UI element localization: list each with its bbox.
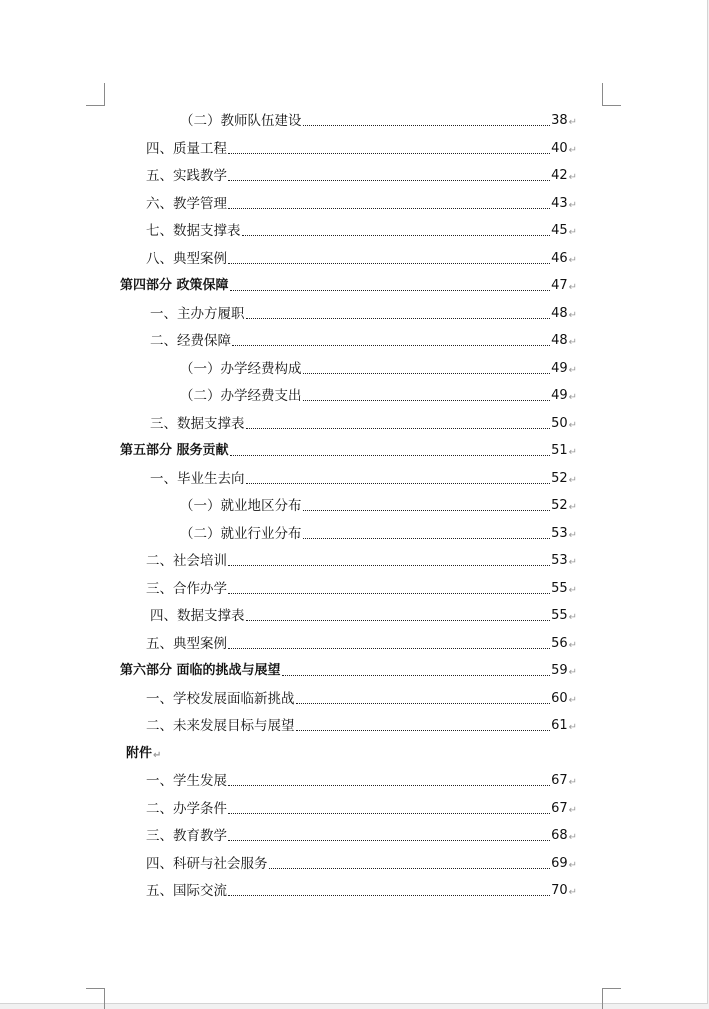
toc-page-number: 55: [551, 608, 568, 623]
toc-page-number: 59: [551, 663, 568, 678]
toc-page-number: 47: [551, 278, 568, 293]
paragraph-mark: ↵: [568, 695, 577, 706]
toc-entry-label: （二）教师队伍建设: [180, 113, 302, 129]
toc-entry[interactable]: [150, 413, 577, 433]
paragraph-mark: ↵: [568, 447, 577, 458]
appendix-title: 附件: [126, 746, 153, 761]
toc-entry-label: 六、教学管理: [146, 196, 227, 212]
toc-page-number: 48: [551, 306, 568, 321]
toc-appendix-entry[interactable]: [146, 880, 577, 900]
paragraph-mark: ↵: [568, 310, 577, 321]
toc-entry-label: 一、毕业生去向: [150, 471, 245, 487]
paragraph-mark: ↵: [568, 667, 577, 678]
toc-entry-label: （二）办学经费支出: [180, 388, 302, 404]
toc-page-number: 45: [551, 223, 568, 238]
paragraph-mark: ↵: [568, 860, 577, 871]
toc-entry[interactable]: [150, 330, 577, 350]
paragraph-mark: ↵: [568, 640, 577, 651]
toc-entry-label: 三、教育教学: [146, 828, 227, 844]
toc-section-heading[interactable]: [120, 275, 577, 295]
toc-page-number: 38: [551, 113, 568, 128]
toc-dot-leader: [303, 373, 551, 374]
toc-dot-leader: [246, 483, 551, 484]
toc-entry-label: 四、科研与社会服务: [146, 856, 268, 872]
crop-mark-top-right: [602, 83, 621, 106]
toc-dot-leader: [230, 290, 551, 291]
paragraph-mark: ↵: [568, 282, 577, 293]
toc-dot-leader: [296, 730, 551, 731]
toc-entry[interactable]: [180, 110, 577, 130]
paragraph-mark: ↵: [568, 420, 577, 431]
toc-dot-leader: [303, 125, 551, 126]
toc-page-number: 70: [551, 883, 568, 898]
toc-dot-leader: [228, 813, 550, 814]
toc-dot-leader: [228, 785, 550, 786]
toc-entry-label: 五、实践教学: [146, 168, 227, 184]
toc-page-number: 42: [551, 168, 568, 183]
paragraph-mark: ↵: [568, 227, 577, 238]
paragraph-mark: ↵: [568, 365, 577, 376]
toc-entry-label: （二）就业行业分布: [180, 526, 302, 542]
paragraph-mark: ↵: [568, 172, 577, 183]
paragraph-mark: ↵: [568, 612, 577, 623]
paragraph-mark: ↵: [568, 557, 577, 568]
toc-entry[interactable]: [180, 523, 577, 543]
toc-entry[interactable]: [146, 165, 577, 185]
toc-entry-label: 四、质量工程: [146, 141, 227, 157]
toc-entry[interactable]: [146, 193, 577, 213]
toc-dot-leader: [269, 868, 551, 869]
toc-page-number: 61: [551, 718, 568, 733]
toc-entry-label: 三、合作办学: [146, 581, 227, 597]
paragraph-mark: ↵: [568, 887, 577, 898]
paragraph-mark: ↵: [568, 502, 577, 513]
toc-page-number: 53: [551, 526, 568, 541]
appendix-heading: [126, 743, 161, 763]
toc-entry[interactable]: [146, 220, 577, 240]
toc-page-number: 68: [551, 828, 568, 843]
paragraph-mark: ↵: [568, 805, 577, 816]
toc-entry-label: 一、主办方履职: [150, 306, 245, 322]
paragraph-mark: ↵: [568, 255, 577, 266]
toc-section-heading[interactable]: [120, 660, 577, 680]
toc-entry[interactable]: [146, 138, 577, 158]
toc-appendix-entry[interactable]: [146, 853, 577, 873]
toc-entry-label: 二、未来发展目标与展望: [146, 718, 295, 734]
crop-mark-bottom-right: [602, 988, 621, 1009]
toc-page-number: 55: [551, 581, 568, 596]
toc-page-number: 49: [551, 388, 568, 403]
toc-entry[interactable]: [146, 248, 577, 268]
toc-appendix-entry[interactable]: [146, 770, 577, 790]
toc-dot-leader: [282, 675, 551, 676]
toc-entry[interactable]: [180, 495, 577, 515]
paragraph-mark: ↵: [568, 530, 577, 541]
toc-entry-label: 第五部分 服务贡献: [120, 443, 229, 458]
paragraph-mark: ↵: [153, 750, 162, 761]
toc-entry[interactable]: [180, 358, 577, 378]
toc-dot-leader: [228, 840, 550, 841]
toc-entry-label: （一）就业地区分布: [180, 498, 302, 514]
toc-entry-label: 一、学校发展面临新挑战: [146, 691, 295, 707]
toc-page-number: 67: [551, 801, 568, 816]
toc-page-number: 40: [551, 141, 568, 156]
toc-entry[interactable]: [146, 578, 577, 598]
toc-page-number: 48: [551, 333, 568, 348]
toc-page-number: 52: [551, 498, 568, 513]
crop-mark-bottom-left: [86, 988, 105, 1009]
toc-entry[interactable]: [150, 468, 577, 488]
toc-appendix-entry[interactable]: [146, 825, 577, 845]
toc-entry[interactable]: [146, 688, 577, 708]
toc-entry-label: 五、国际交流: [146, 883, 227, 899]
toc-dot-leader: [228, 208, 550, 209]
toc-page-number: 46: [551, 251, 568, 266]
toc-page-number: 69: [551, 856, 568, 871]
paragraph-mark: ↵: [568, 117, 577, 128]
paragraph-mark: ↵: [568, 585, 577, 596]
toc-page-number: 56: [551, 636, 568, 651]
toc-entry-label: 七、数据支撑表: [146, 223, 241, 239]
toc-entry-label: 八、典型案例: [146, 251, 227, 267]
toc-entry[interactable]: [146, 550, 577, 570]
toc-entry-label: 二、社会培训: [146, 553, 227, 569]
toc-entry-label: 四、数据支撑表: [150, 608, 245, 624]
paragraph-mark: ↵: [568, 832, 577, 843]
toc-dot-leader: [246, 428, 551, 429]
toc-page-number: 43: [551, 196, 568, 211]
toc-dot-leader: [246, 318, 551, 319]
paragraph-mark: ↵: [568, 337, 577, 348]
toc-dot-leader: [230, 455, 551, 456]
toc-dot-leader: [296, 703, 551, 704]
toc-entry-label: 五、典型案例: [146, 636, 227, 652]
toc-appendix-entry[interactable]: [146, 798, 577, 818]
toc-entry-label: 第六部分 面临的挑战与展望: [120, 663, 281, 678]
toc-dot-leader: [303, 400, 551, 401]
toc-page-number: 50: [551, 416, 568, 431]
toc-dot-leader: [228, 895, 550, 896]
toc-dot-leader: [246, 620, 551, 621]
toc-page-number: 60: [551, 691, 568, 706]
toc-dot-leader: [228, 180, 550, 181]
toc-page-number: 51: [551, 443, 568, 458]
paragraph-mark: ↵: [568, 722, 577, 733]
paragraph-mark: ↵: [568, 777, 577, 788]
toc-dot-leader: [303, 510, 551, 511]
toc-entry[interactable]: [150, 605, 577, 625]
toc-page-number: 52: [551, 471, 568, 486]
paragraph-mark: ↵: [568, 392, 577, 403]
toc-page-number: 53: [551, 553, 568, 568]
toc-entry-label: （一）办学经费构成: [180, 361, 302, 377]
toc-dot-leader: [228, 263, 550, 264]
toc-dot-leader: [242, 235, 551, 236]
toc-entry-label: 第四部分 政策保障: [120, 278, 229, 293]
toc-entry-label: 二、办学条件: [146, 801, 227, 817]
toc-entry[interactable]: [150, 303, 577, 323]
toc-dot-leader: [303, 538, 551, 539]
paragraph-mark: ↵: [568, 200, 577, 211]
toc-entry-label: 一、学生发展: [146, 773, 227, 789]
toc-page-number: 67: [551, 773, 568, 788]
toc-dot-leader: [232, 345, 550, 346]
toc-entry[interactable]: [180, 385, 577, 405]
toc-entry-label: 三、数据支撑表: [150, 416, 245, 432]
paragraph-mark: ↵: [568, 145, 577, 156]
toc-entry[interactable]: [146, 633, 577, 653]
toc-dot-leader: [228, 153, 550, 154]
toc-dot-leader: [228, 565, 550, 566]
toc-page-number: 49: [551, 361, 568, 376]
crop-mark-top-left: [86, 83, 105, 106]
toc-dot-leader: [228, 593, 550, 594]
toc-section-heading[interactable]: [120, 440, 577, 460]
toc-dot-leader: [228, 648, 550, 649]
toc-entry[interactable]: [146, 715, 577, 735]
paragraph-mark: ↵: [568, 475, 577, 486]
toc-entry-label: 二、经费保障: [150, 333, 231, 349]
